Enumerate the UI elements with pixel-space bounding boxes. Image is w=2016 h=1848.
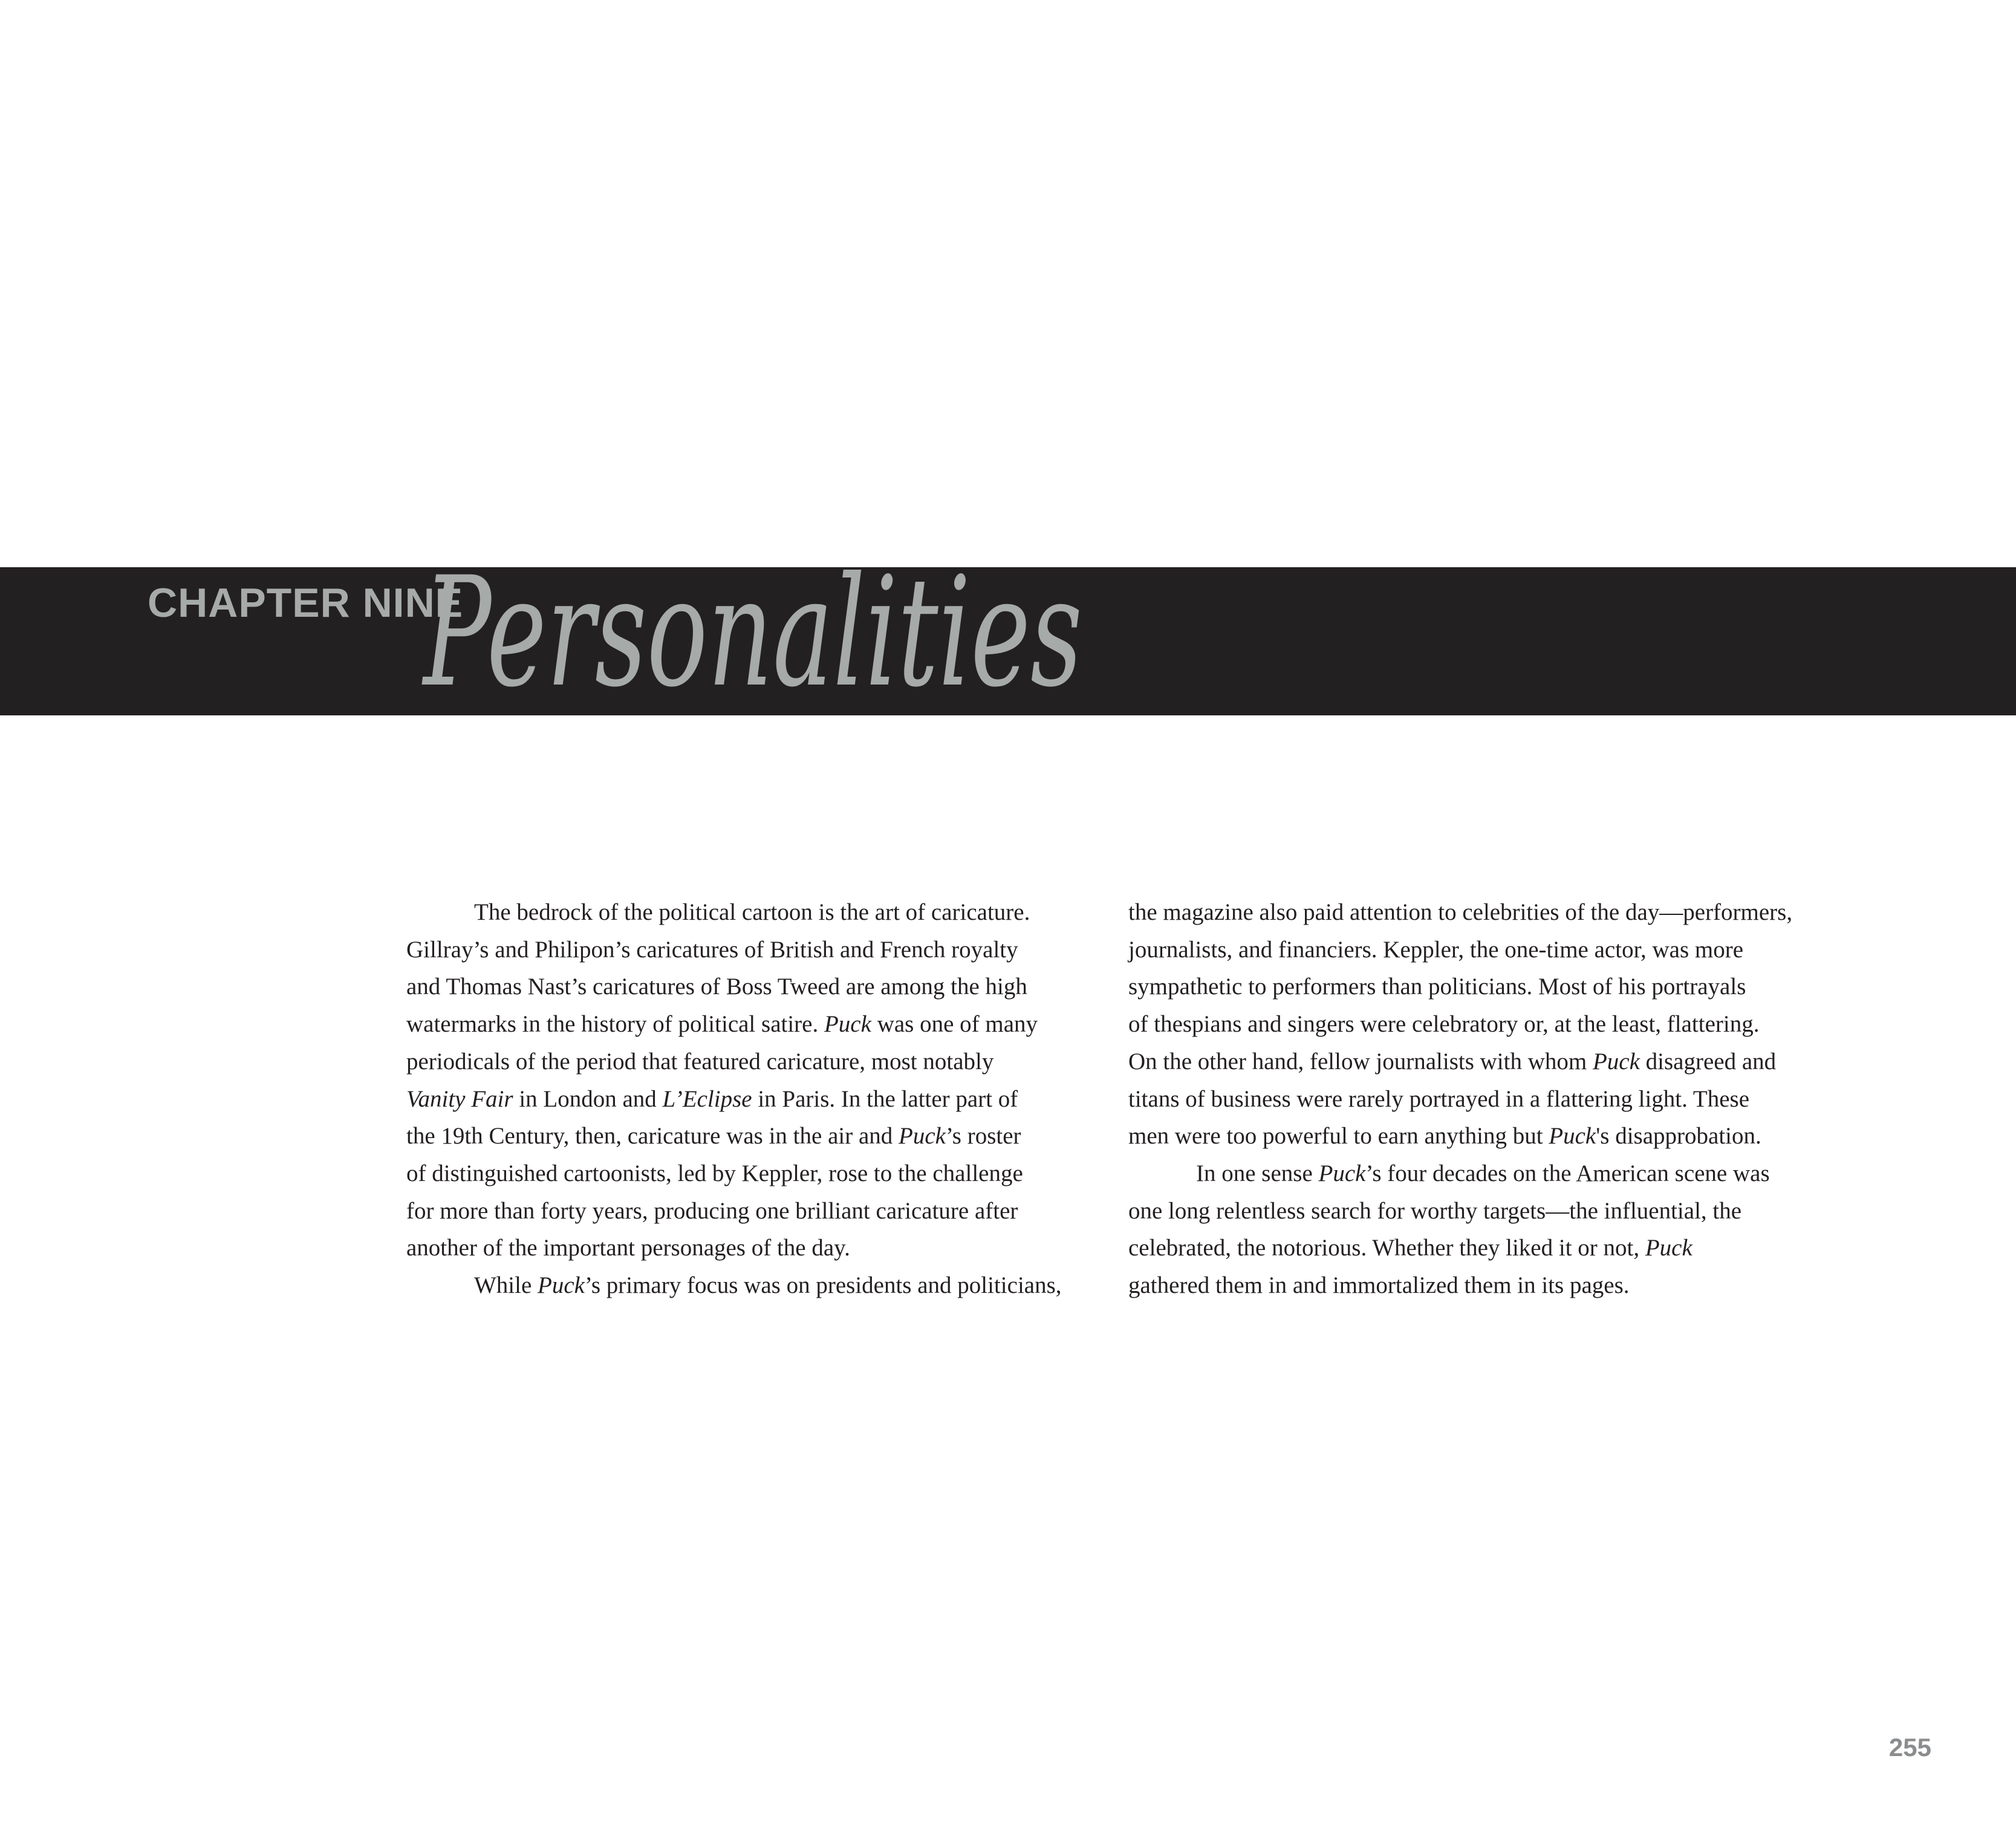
text-line bbox=[1128, 1229, 1793, 1267]
text-line bbox=[406, 968, 1071, 1006]
italic-title: L’Eclipse bbox=[662, 1085, 752, 1112]
text-run: Gillray’s and Philipon’s caricatures of British and French royalty bbox=[406, 936, 1018, 963]
text-line bbox=[1128, 1006, 1793, 1043]
text-run: ’s primary focus was on presidents and politicians, bbox=[585, 1272, 1062, 1299]
text-line bbox=[1128, 1192, 1793, 1230]
body-column-right bbox=[1128, 894, 1793, 1304]
text-line bbox=[406, 1118, 1071, 1155]
text-line bbox=[1128, 931, 1793, 969]
italic-title: Puck bbox=[1645, 1235, 1692, 1261]
text-run: in London and bbox=[513, 1085, 663, 1112]
italic-title: Puck bbox=[1318, 1160, 1366, 1186]
text-run: of distinguished cartoonists, led by Keppler, rose to the challenge bbox=[406, 1160, 1023, 1186]
text-run: celebrated, the notorious. Whether they liked it or not, bbox=[1128, 1235, 1645, 1261]
text-run: the 19th Century, then, caricature was in the air and bbox=[406, 1123, 899, 1150]
text-line bbox=[1128, 1155, 1793, 1192]
text-line bbox=[406, 1267, 1071, 1304]
text-run: men were too powerful to earn anything but bbox=[1128, 1123, 1549, 1150]
text-line bbox=[1128, 1043, 1793, 1081]
text-run: 's disapprobation. bbox=[1596, 1123, 1761, 1150]
text-run: While bbox=[474, 1272, 538, 1299]
text-run: was one of many bbox=[871, 1011, 1038, 1038]
text-run: ’s four decades on the American scene was bbox=[1365, 1160, 1770, 1186]
page-number: 255 bbox=[1888, 1733, 1931, 1762]
text-line bbox=[1128, 894, 1793, 931]
text-run: sympathetic to performers than politicians. Most of his portrayals bbox=[1128, 974, 1746, 1000]
text-line bbox=[1128, 1081, 1793, 1118]
text-line bbox=[1128, 1267, 1793, 1304]
text-run: On the other hand, fellow journalists with whom bbox=[1128, 1048, 1593, 1075]
text-run: periodicals of the period that featured caricature, most notably bbox=[406, 1048, 994, 1075]
text-line bbox=[406, 894, 1071, 931]
text-line bbox=[406, 1006, 1071, 1043]
text-run: of thespians and singers were celebratory or, at the least, flattering. bbox=[1128, 1011, 1760, 1038]
text-line bbox=[406, 1081, 1071, 1118]
text-run: one long relentless search for worthy targets—the influential, the bbox=[1128, 1197, 1742, 1224]
text-run: journalists, and financiers. Keppler, the one-time actor, was more bbox=[1128, 936, 1744, 963]
text-line bbox=[406, 1229, 1071, 1267]
text-run: The bedrock of the political cartoon is the art of caricature. bbox=[474, 899, 1030, 925]
text-line bbox=[406, 1192, 1071, 1230]
text-run: and Thomas Nast’s caricatures of Boss Tweed are among the high bbox=[406, 974, 1027, 1000]
chapter-label: CHAPTER NINE bbox=[148, 580, 464, 626]
text-run: titans of business were rarely portrayed in a flattering light. These bbox=[1128, 1085, 1750, 1112]
text-run: in Paris. In the latter part of bbox=[752, 1085, 1018, 1112]
text-line bbox=[406, 931, 1071, 969]
italic-title: Puck bbox=[824, 1011, 871, 1038]
text-run: watermarks in the history of political satire. bbox=[406, 1011, 824, 1038]
text-run: the magazine also paid attention to celebrities of the day—performers, bbox=[1128, 899, 1793, 925]
text-line bbox=[1128, 968, 1793, 1006]
italic-title: Puck bbox=[538, 1272, 585, 1299]
italic-title: Vanity Fair bbox=[406, 1085, 513, 1112]
chapter-title bbox=[417, 509, 1167, 721]
text-line bbox=[406, 1043, 1071, 1081]
italic-title: Puck bbox=[1592, 1048, 1640, 1075]
text-run: another of the important personages of the day. bbox=[406, 1235, 850, 1261]
italic-title: Puck bbox=[899, 1123, 946, 1150]
text-run: disagreed and bbox=[1639, 1048, 1777, 1075]
chapter-title-text: Personalities bbox=[421, 544, 1082, 720]
text-run: for more than forty years, producing one brilliant caricature after bbox=[406, 1197, 1018, 1224]
text-run: gathered them in and immortalized them in its pages. bbox=[1128, 1272, 1630, 1299]
italic-title: Puck bbox=[1549, 1123, 1596, 1150]
text-line bbox=[1128, 1118, 1793, 1155]
text-line bbox=[406, 1155, 1071, 1192]
body-column-left bbox=[406, 894, 1071, 1304]
text-run: ’s roster bbox=[945, 1123, 1021, 1150]
text-run: In one sense bbox=[1196, 1160, 1319, 1186]
